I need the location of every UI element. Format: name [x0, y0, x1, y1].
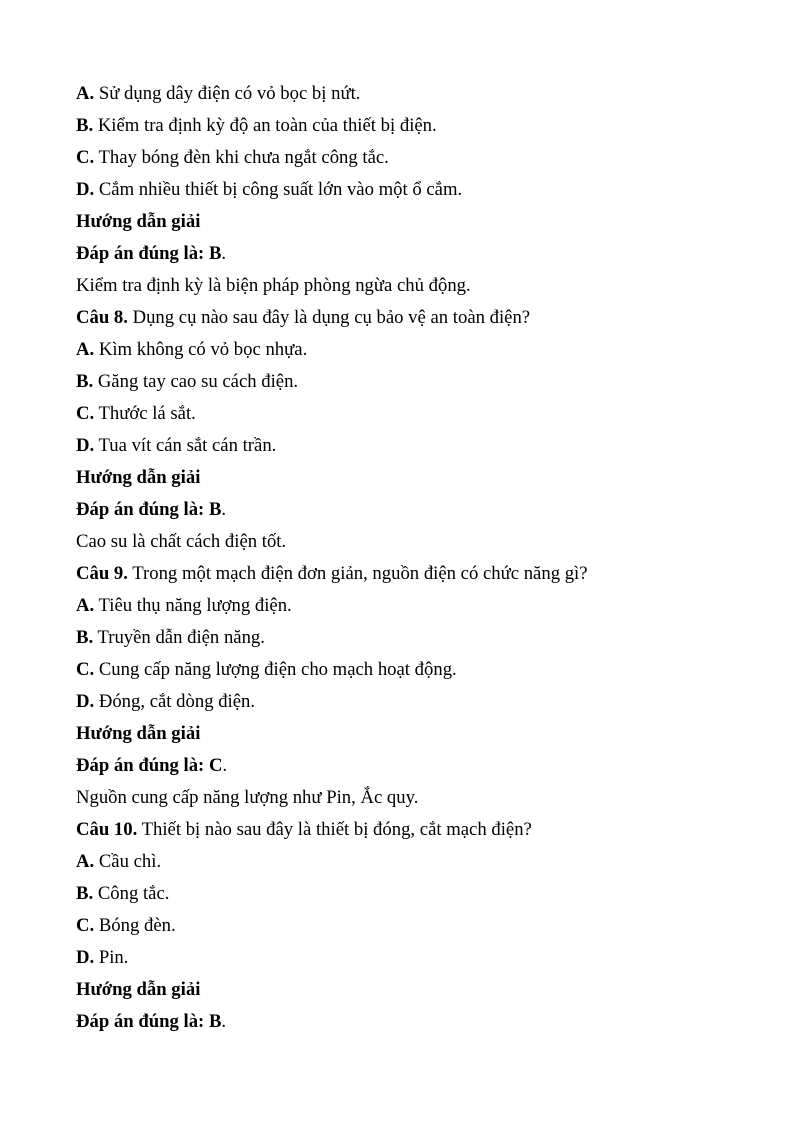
bold-run: D.: [76, 179, 95, 200]
correct-answer-line: [76, 750, 718, 782]
explanation: [76, 782, 718, 814]
solution-heading: [76, 462, 718, 494]
text-run: Pin.: [94, 947, 129, 968]
bold-run: Đáp án đúng là: B: [76, 243, 222, 264]
correct-answer-line: [76, 238, 718, 270]
text-run: Thước lá sắt.: [94, 403, 196, 424]
explanation: [76, 270, 718, 302]
bold-run: D.: [76, 691, 95, 712]
bold-run: Hướng dẫn giải: [76, 723, 201, 744]
bold-run: C.: [76, 915, 95, 936]
text-run: Găng tay cao su cách điện.: [93, 371, 299, 392]
bold-run: C.: [76, 659, 95, 680]
bold-run: Câu 9.: [76, 563, 128, 584]
answer-option: [76, 686, 718, 718]
text-run: Thay bóng đèn khi chưa ngắt công tắc.: [94, 147, 389, 168]
solution-heading: [76, 718, 718, 750]
bold-run: A.: [76, 595, 95, 616]
bold-run: C.: [76, 147, 95, 168]
solution-heading: [76, 974, 718, 1006]
bold-run: B.: [76, 883, 94, 904]
question-title: [76, 302, 718, 334]
answer-option: [76, 110, 718, 142]
answer-option: [76, 78, 718, 110]
bold-run: C.: [76, 403, 95, 424]
answer-option: [76, 846, 718, 878]
text-run: Cầu chì.: [94, 851, 162, 872]
answer-option: [76, 942, 718, 974]
text-run: Nguồn cung cấp năng lượng như Pin, Ắc quy.: [76, 787, 419, 808]
bold-run: Hướng dẫn giải: [76, 979, 201, 1000]
answer-option: [76, 590, 718, 622]
bold-run: Câu 10.: [76, 819, 138, 840]
bold-run: Hướng dẫn giải: [76, 211, 201, 232]
text-run: Sử dụng dây điện có vỏ bọc bị nứt.: [94, 83, 361, 104]
correct-answer-line: [76, 1006, 718, 1038]
text-run: .: [221, 1011, 227, 1032]
text-run: Kìm không có vỏ bọc nhựa.: [94, 339, 308, 360]
bold-run: A.: [76, 339, 95, 360]
document-content: [76, 78, 718, 1038]
bold-run: Đáp án đúng là: B: [76, 1011, 222, 1032]
bold-run: D.: [76, 435, 95, 456]
text-run: Tua vít cán sắt cán trần.: [94, 435, 277, 456]
bold-run: Câu 8.: [76, 307, 128, 328]
text-run: .: [221, 499, 227, 520]
answer-option: [76, 654, 718, 686]
explanation: [76, 526, 718, 558]
answer-option: [76, 878, 718, 910]
question-title: [76, 558, 718, 590]
bold-run: B.: [76, 371, 94, 392]
bold-run: B.: [76, 115, 94, 136]
bold-run: B.: [76, 627, 94, 648]
text-run: Bóng đèn.: [94, 915, 176, 936]
answer-option: [76, 910, 718, 942]
text-run: Đóng, cắt dòng điện.: [94, 691, 256, 712]
text-run: Dụng cụ nào sau đây là dụng cụ bảo vệ an toàn điện?: [127, 307, 531, 328]
text-run: Truyền dẫn điện năng.: [93, 627, 265, 648]
answer-option: [76, 142, 718, 174]
text-run: .: [221, 243, 227, 264]
answer-option: [76, 366, 718, 398]
answer-option: [76, 430, 718, 462]
text-run: Tiêu thụ năng lượng điện.: [94, 595, 292, 616]
answer-option: [76, 398, 718, 430]
text-run: .: [222, 755, 228, 776]
answer-option: [76, 622, 718, 654]
question-title: [76, 814, 718, 846]
text-run: Kiểm tra định kỳ độ an toàn của thiết bị điện.: [93, 115, 437, 136]
text-run: Kiểm tra định kỳ là biện pháp phòng ngừa chủ động.: [76, 275, 471, 296]
bold-run: Hướng dẫn giải: [76, 467, 201, 488]
text-run: Thiết bị nào sau đây là thiết bị đóng, cắt mạch điện?: [137, 819, 532, 840]
bold-run: D.: [76, 947, 95, 968]
text-run: Cao su là chất cách điện tốt.: [76, 531, 287, 552]
text-run: Trong một mạch điện đơn giản, nguồn điện có chức năng gì?: [127, 563, 588, 584]
text-run: Công tắc.: [93, 883, 170, 904]
bold-run: A.: [76, 83, 95, 104]
correct-answer-line: [76, 494, 718, 526]
bold-run: Đáp án đúng là: C: [76, 755, 223, 776]
text-run: Cắm nhiều thiết bị công suất lớn vào một ổ cắm.: [94, 179, 463, 200]
answer-option: [76, 174, 718, 206]
bold-run: Đáp án đúng là: B: [76, 499, 222, 520]
text-run: Cung cấp năng lượng điện cho mạch hoạt động.: [94, 659, 457, 680]
solution-heading: [76, 206, 718, 238]
answer-option: [76, 334, 718, 366]
bold-run: A.: [76, 851, 95, 872]
